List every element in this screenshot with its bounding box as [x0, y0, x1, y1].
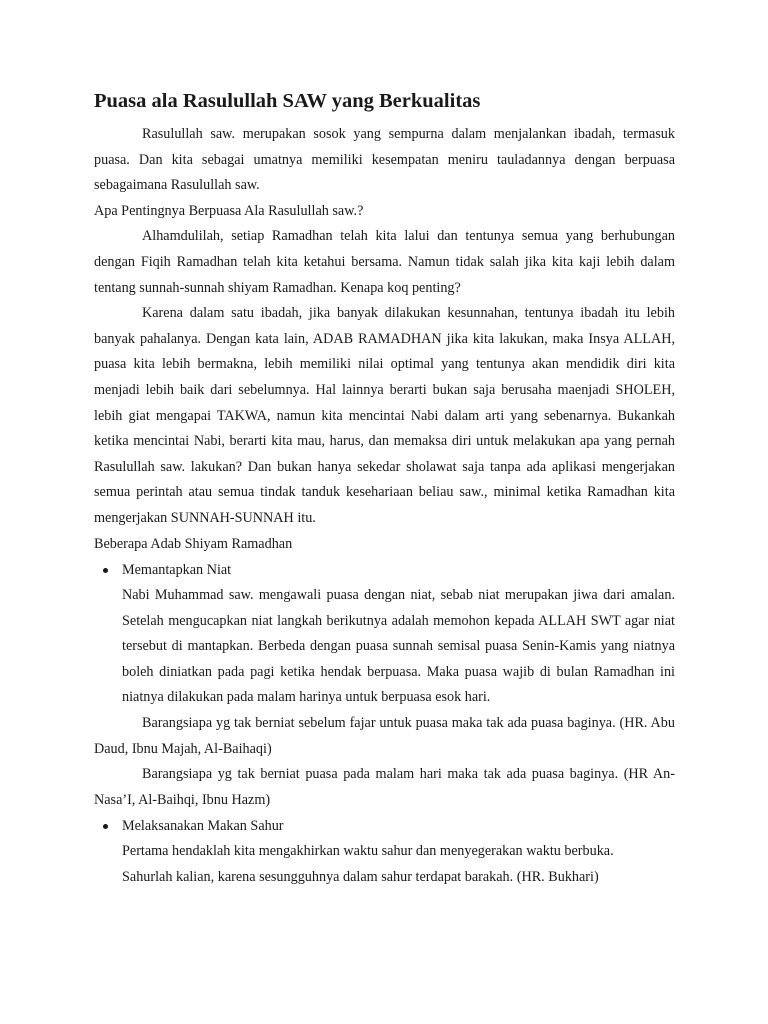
paragraph-sahur: Pertama hendaklah kita mengakhirkan waktu sahur dan menyegerakan waktu berbuka.	[122, 843, 614, 860]
bullet-item-sahur	[94, 813, 675, 839]
hadith-quote-3: Sahurlah kalian, karena sesungguhnya dalam sahur terdapat barakah. (HR. Bukhari)	[122, 869, 599, 886]
intro-paragraph: Rasulullah saw. merupakan sosok yang sempurna dalam menjalankan ibadah, termasuk puasa. Dan kita sebagai umatnya memiliki kesempatan meniru tauladannya dengan berpuasa sebagaimana Rasulullah saw.	[94, 126, 675, 194]
bullet-icon	[103, 568, 108, 573]
paragraph-reasons: Karena dalam satu ibadah, jika banyak dilakukan kesunnahan, tentunya ibadah itu lebih banyak pahalanya. Dengan kata lain, ADAB RAMADHAN jika kita lakukan, maka Insya ALLAH, puasa kita lebih bermakna, lebih memiliki nilai optimal yang tentunya akan mendidik diri kita menjadi lebih baik dari sebelumnya. Hal lainnya berarti bukan saja berusaha maenjadi SHOLEH, lebih giat mengapai TAKWA, namun kita mencintai Nabi dalam arti yang sebenarnya. Bukankah ketika mencintai Nabi, berarti kita mau, harus, dan memaksa diri untuk melakukan apa yang pernah Rasulullah saw. lakukan? Dan bukan hanya sekedar sholawat saja tanpa ada aplikasi mengerjakan semua perintah atau semua tindak tanduk kesehariaan beliau saw., minimal ketika Ramadhan kita mengerjakan SUNNAH-SUNNAH itu.	[94, 305, 675, 526]
bullet-icon	[103, 824, 108, 829]
bullet-label: Melaksanakan Makan Sahur	[122, 818, 284, 835]
bullet-label: Memantapkan Niat	[122, 562, 232, 579]
section-heading-importance: Apa Pentingnya Berpuasa Ala Rasulullah saw.?	[94, 202, 364, 219]
hadith-quote-2: Barangsiapa yg tak berniat puasa pada malam hari maka tak ada puasa baginya. (HR An-Nasa’I, Al-Baihqi, Ibnu Hazm)	[94, 766, 675, 808]
section-heading-adab: Beberapa Adab Shiyam Ramadhan	[94, 535, 293, 552]
paragraph-alhamdulilah: Alhamdulilah, setiap Ramadhan telah kita lalui dan tentunya semua yang berhubungan dengan Fiqih Ramadhan telah kita ketahui bersama. Namun tidak salah jika kita kaji lebih dalam tentang sunnah-sunnah shiyam Ramadhan. Kenapa koq penting?	[94, 228, 675, 296]
paragraph-niat-text: Nabi Muhammad saw. mengawali puasa dengan niat, sebab niat merupakan jiwa dari amalan. Setelah mengucapkan niat langkah berikutnya adalah memohon kepada ALLAH SWT agar niat tersebut di mantapkan. Berbeda dengan puasa sunnah semisal puasa Senin-Kamis yang niatnya boleh diniatkan pada pagi ketika hendak berpuasa. Maka puasa wajib di bulan Ramadhan ini niatnya dilakukan pada malam harinya untuk berpuasa esok hari.	[122, 587, 675, 706]
hadith-quote-1: Barangsiapa yg tak berniat sebelum fajar untuk puasa maka tak ada puasa baginya. (HR. Abu Daud, Ibnu Majah, Al-Baihaqi)	[94, 715, 675, 757]
bullet-item-niat	[94, 557, 675, 583]
page-title: Puasa ala Rasulullah SAW yang Berkualitas	[94, 90, 481, 112]
paragraph-niat	[94, 583, 675, 711]
document-page	[94, 88, 675, 891]
